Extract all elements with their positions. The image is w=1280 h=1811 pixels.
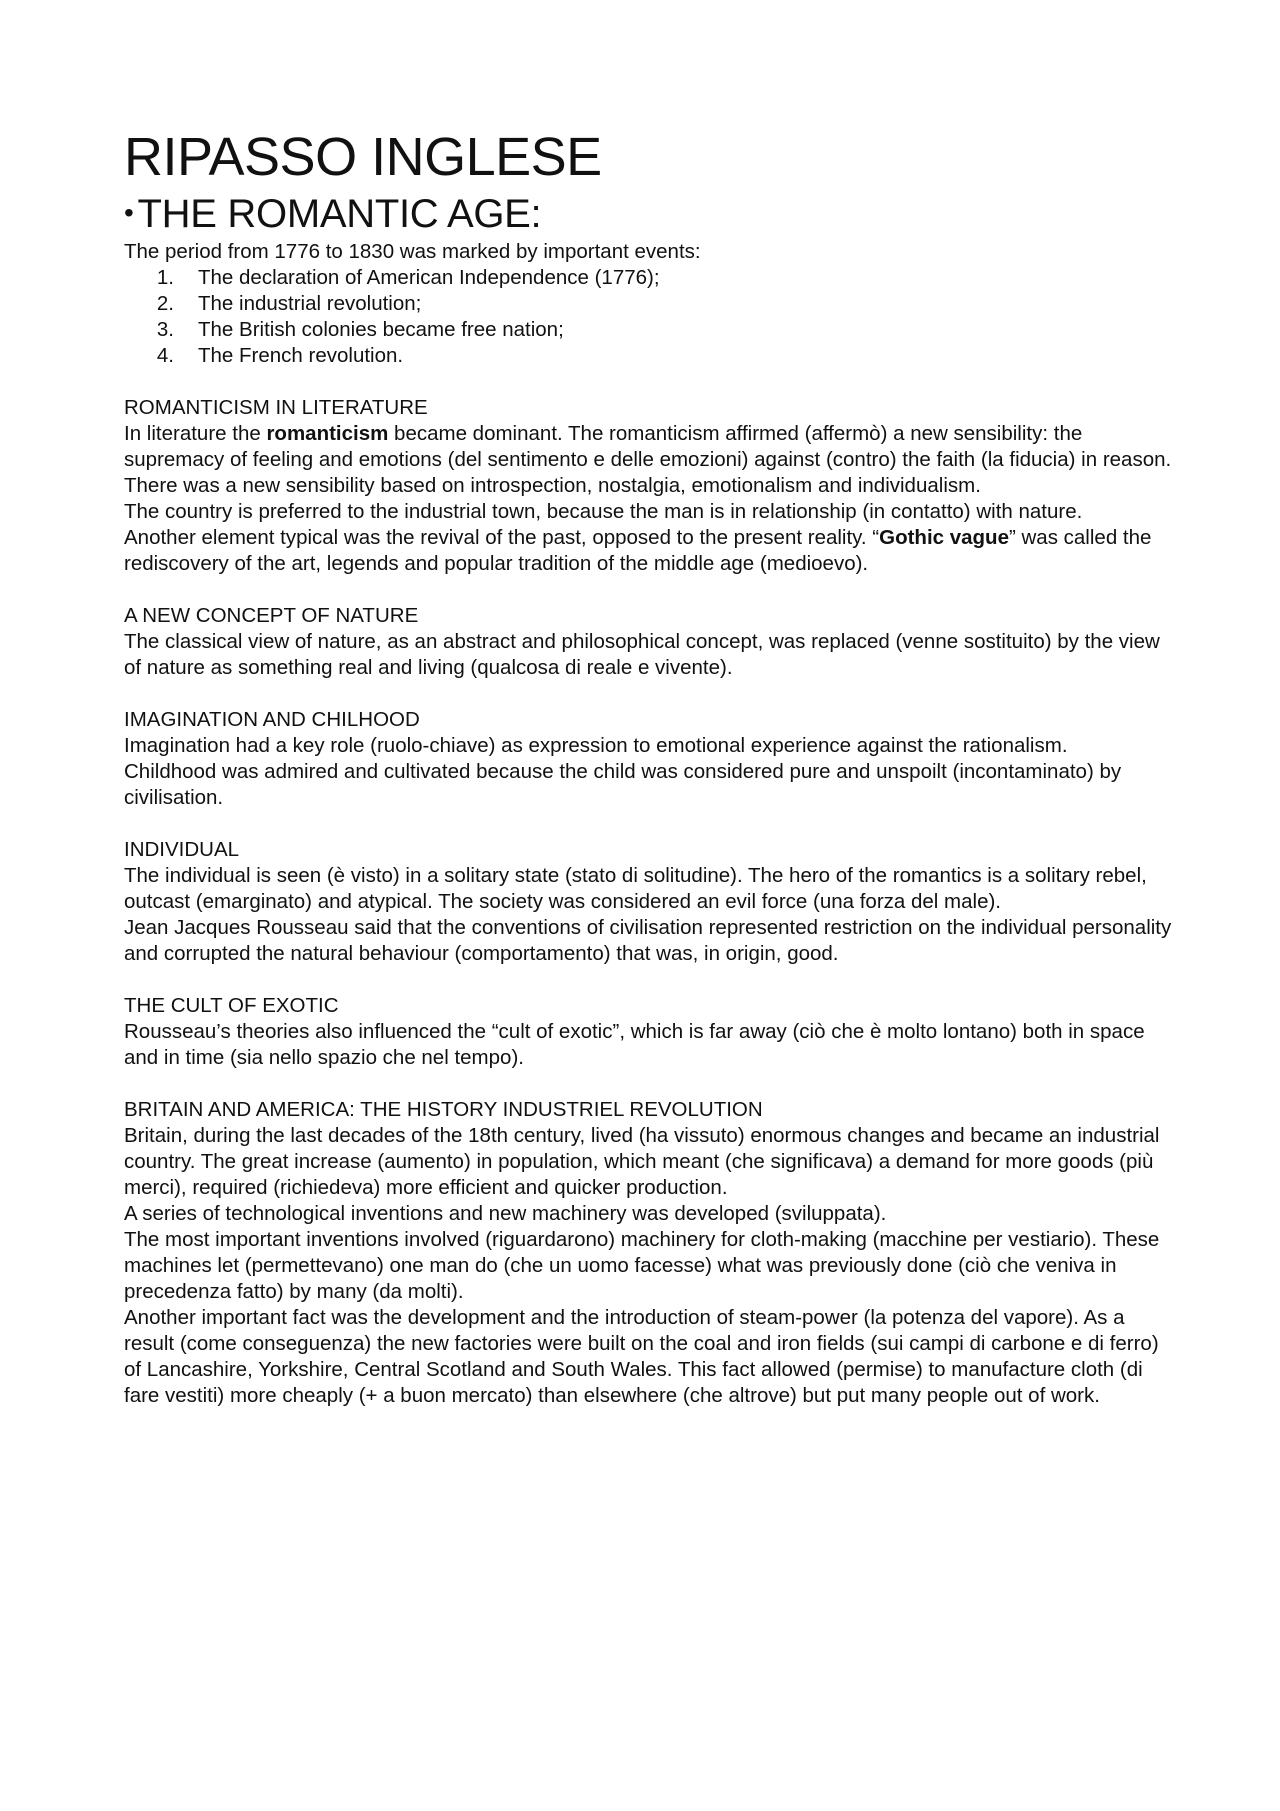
list-item bbox=[124, 291, 1174, 317]
list-item bbox=[124, 317, 1174, 343]
paragraph: A series of technological inventions and new machinery was developed (sviluppata). bbox=[124, 1202, 887, 1225]
section-britain bbox=[124, 1097, 1174, 1409]
section-heading: BRITAIN AND AMERICA: THE HISTORY INDUSTRIEL REVOLUTION bbox=[124, 1098, 763, 1121]
section-heading: INDIVIDUAL bbox=[124, 838, 240, 861]
text-span: In literature the bbox=[124, 422, 267, 445]
paragraph: The most important inventions involved (riguardarono) machinery for cloth-making (macchine per vestiario). These machines let (permettevano) one man do (che un uomo facesse) what was previously done (ciò che veniva in precedenza fatto) by many (da molti). bbox=[124, 1228, 1160, 1303]
paragraph: There was a new sensibility based on introspection, nostalgia, emotionalism and individualism. bbox=[124, 474, 981, 497]
text-span: ” was called the rediscovery of the art, legends and popular tradition of the middle age (medioevo). bbox=[124, 526, 1152, 575]
paragraph: The classical view of nature, as an abstract and philosophical concept, was replaced (venne sostituito) by the view of nature as something real and living (qualcosa di reale e vivente). bbox=[124, 630, 1160, 679]
list-number: 4. bbox=[156, 344, 174, 367]
document-title: RIPASSO INGLESE bbox=[124, 127, 602, 187]
section-subtitle bbox=[124, 190, 1174, 237]
paragraph bbox=[124, 421, 1174, 473]
list-number: 2. bbox=[156, 292, 174, 315]
paragraph bbox=[124, 525, 1174, 577]
list-item bbox=[124, 343, 1174, 369]
events-list bbox=[124, 265, 1174, 369]
document-page bbox=[124, 126, 1174, 1409]
bold-term: romanticism bbox=[266, 422, 389, 445]
text-span: became dominant. The romanticism affirmed (affermò) a new sensibility: the supremacy of feeling and emotions (del sentimento e delle emozioni) against (contro) the faith (la fiducia) in reason. bbox=[124, 422, 1172, 471]
list-number: 1. bbox=[156, 266, 174, 289]
bullet-icon: • bbox=[124, 197, 134, 228]
section-exotic bbox=[124, 993, 1174, 1071]
paragraph: Britain, during the last decades of the 18th century, lived (ha vissuto) enormous changes and became an industrial country. The great increase (aumento) in population, which meant (che significava) a demand for more goods (più merci), required (richiedeva) more efficient and quicker production. bbox=[124, 1124, 1160, 1199]
subtitle-text: THE ROMANTIC AGE: bbox=[137, 192, 542, 236]
list-text: The industrial revolution; bbox=[198, 292, 422, 315]
paragraph: Childhood was admired and cultivated because the child was considered pure and unspoilt (incontaminato) by civilisation. bbox=[124, 760, 1122, 809]
list-text: The declaration of American Independence (1776); bbox=[198, 266, 660, 289]
list-text: The French revolution. bbox=[198, 344, 404, 367]
paragraph: The country is preferred to the industrial town, because the man is in relationship (in contatto) with nature. bbox=[124, 500, 1083, 523]
section-imagination bbox=[124, 707, 1174, 811]
section-nature bbox=[124, 603, 1174, 681]
section-heading: A NEW CONCEPT OF NATURE bbox=[124, 604, 419, 627]
list-item bbox=[124, 265, 1174, 291]
bold-term: Gothic vague bbox=[879, 526, 1009, 549]
paragraph: Imagination had a key role (ruolo-chiave) as expression to emotional experience against the rationalism. bbox=[124, 734, 1068, 757]
section-heading: THE CULT OF EXOTIC bbox=[124, 994, 339, 1017]
section-heading: ROMANTICISM IN LITERATURE bbox=[124, 396, 428, 419]
intro-text: The period from 1776 to 1830 was marked by important events: bbox=[124, 240, 701, 263]
section-romanticism bbox=[124, 395, 1174, 577]
paragraph: Another important fact was the development and the introduction of steam-power (la potenza del vapore). As a result (come conseguenza) the new factories were built on the coal and iron fields (sui campi di carbone e di ferro) of Lancashire, Yorkshire, Central Scotland and South Wales. This fact allowed (permise) to manufacture cloth (di fare vestiti) more cheaply (+ a buon mercato) than elsewhere (che altrove) but put many people out of work. bbox=[124, 1306, 1159, 1407]
paragraph: Jean Jacques Rousseau said that the conventions of civilisation represented restriction on the individual personality and corrupted the natural behaviour (comportamento) that was, in origin, good. bbox=[124, 916, 1172, 965]
text-span: Another element typical was the revival of the past, opposed to the present reality. “ bbox=[124, 526, 880, 549]
paragraph: Rousseau’s theories also influenced the “cult of exotic”, which is far away (ciò che è molto lontano) both in space and in time (sia nello spazio che nel tempo). bbox=[124, 1020, 1145, 1069]
list-number: 3. bbox=[156, 318, 174, 341]
paragraph: The individual is seen (è visto) in a solitary state (stato di solitudine). The hero of the romantics is a solitary rebel, outcast (emarginato) and atypical. The society was considered an evil force (una forza del male). bbox=[124, 864, 1147, 913]
list-text: The British colonies became free nation; bbox=[198, 318, 564, 341]
section-individual bbox=[124, 837, 1174, 967]
section-heading: IMAGINATION AND CHILHOOD bbox=[124, 708, 420, 731]
